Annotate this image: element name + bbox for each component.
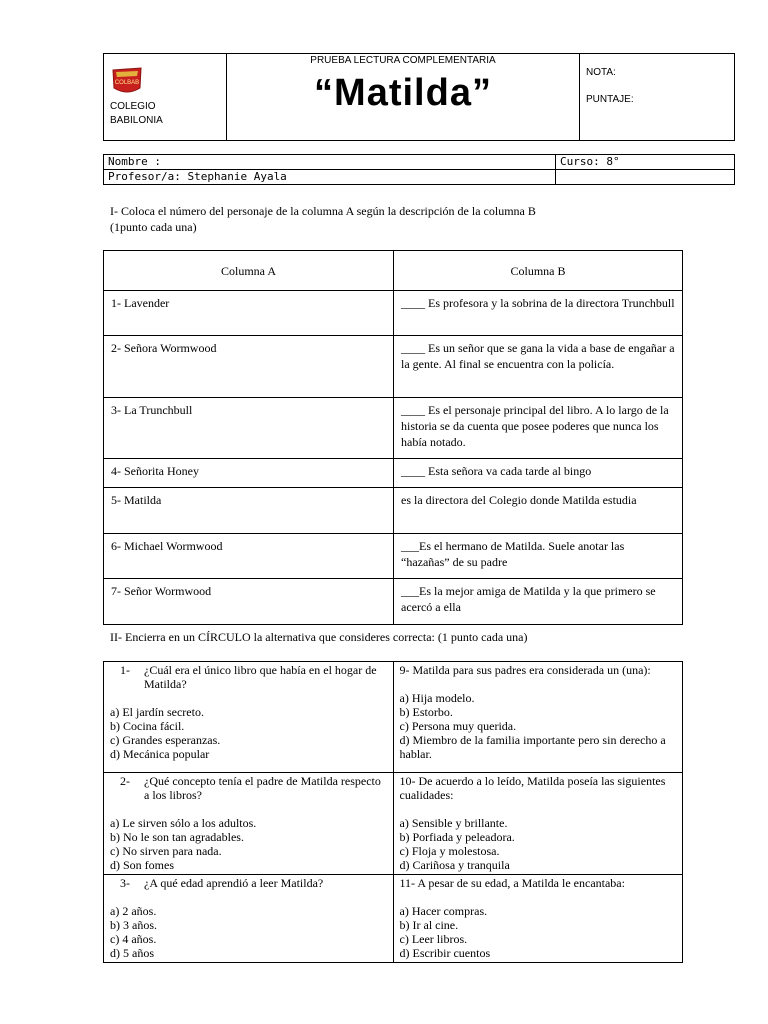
option-item[interactable]: b) Estorbo. — [399, 705, 453, 719]
option-item[interactable]: b) Ir al cine. — [399, 918, 459, 932]
character-cell: 7- Señor Wormwood — [104, 579, 394, 625]
course-label: Curso: 8° — [560, 155, 620, 168]
multiple-choice-table — [103, 661, 683, 963]
question-text — [110, 876, 387, 890]
test-label: PRUEBA LECTURA COMPLEMENTARIA — [310, 55, 496, 66]
option-item[interactable]: b) No le son tan agradables. — [110, 830, 244, 844]
option-item[interactable]: a) Sensible y brillante. — [399, 816, 508, 830]
option-item[interactable]: b) 3 años. — [110, 918, 157, 932]
description-cell[interactable]: ____ Es profesora y la sobrina de la directora Trunchbull — [394, 291, 683, 336]
question-text — [110, 774, 387, 802]
option-item[interactable]: a) Le sirven sólo a los adultos. — [110, 816, 257, 830]
description-cell[interactable]: ___Es el hermano de Matilda. Suele anotar las “hazañas” de su padre — [394, 534, 683, 579]
option-item[interactable]: d) Miembro de la familia importante pero sin derecho a hablar. — [399, 733, 666, 761]
question-body: ¿Cuál era el único libro que había en el hogar de Matilda? — [144, 663, 377, 691]
section2-instructions: II- Encierra en un CÍRCULO la alternativa que consideres correcta: (1 punto cada una) — [110, 630, 528, 644]
option-item[interactable]: a) Hija modelo. — [399, 691, 475, 705]
question-text: 11- A pesar de su edad, a Matilda le encantaba: — [399, 876, 625, 890]
student-info-table — [103, 154, 735, 185]
matching-table — [103, 250, 683, 625]
teacher-field — [104, 170, 556, 185]
character-cell: 6- Michael Wormwood — [104, 534, 394, 579]
option-item[interactable]: c) No sirven para nada. — [110, 844, 222, 858]
question-text: 10- De acuerdo a lo leído, Matilda poseía las siguientes cualidades: — [399, 774, 666, 802]
school-logo — [110, 66, 144, 96]
option-item[interactable]: c) Leer libros. — [399, 932, 468, 946]
title-cell — [227, 54, 580, 141]
option-item[interactable]: a) El jardín secreto. — [110, 705, 204, 719]
question-number: 2- — [120, 774, 130, 788]
school-name-line2: BABILONIA — [110, 115, 163, 126]
question-cell — [104, 773, 394, 875]
empty-field — [556, 170, 735, 185]
option-item[interactable]: b) Porfiada y peleadora. — [399, 830, 515, 844]
section1-instruction-line1: I- Coloca el número del personaje de la columna A según la descripción de la columna B — [110, 204, 536, 218]
option-item[interactable]: c) 4 años. — [110, 932, 157, 946]
character-cell: 2- Señora Wormwood — [104, 336, 394, 398]
question-body: ¿A qué edad aprendió a leer Matilda? — [144, 876, 324, 890]
option-item[interactable]: c) Floja y molestosa. — [399, 844, 500, 858]
options-list — [400, 904, 677, 960]
option-item[interactable]: d) Cariñosa y tranquila — [399, 858, 510, 872]
question-number: 3- — [120, 876, 130, 890]
question-text: 9- Matilda para sus padres era considerada un (una): — [399, 663, 651, 677]
question-text — [110, 663, 387, 691]
logo-text: COLBAB — [114, 80, 140, 86]
options-list — [110, 904, 387, 960]
description-cell[interactable]: ___Es la mejor amiga de Matilda y la que primero se acercó a ella — [394, 579, 683, 625]
question-cell — [393, 662, 683, 773]
character-cell: 4- Señorita Honey — [104, 459, 394, 488]
section1-instruction-line2: (1punto cada una) — [110, 220, 197, 234]
teacher-label: Profesor/a: Stephanie Ayala — [108, 170, 287, 183]
option-item[interactable]: d) 5 años — [110, 946, 154, 960]
option-item[interactable]: c) Persona muy querida. — [399, 719, 517, 733]
course-field — [556, 155, 735, 170]
option-item[interactable]: c) Grandes esperanzas. — [110, 733, 221, 747]
options-list — [400, 816, 677, 872]
question-cell — [393, 773, 683, 875]
page-title: “Matilda” — [314, 72, 492, 114]
option-item[interactable]: d) Escribir cuentos — [399, 946, 491, 960]
school-name-line1: COLEGIO — [110, 101, 156, 112]
question-cell — [393, 875, 683, 963]
puntaje-label: PUNTAJE: — [586, 94, 634, 105]
school-name — [110, 100, 163, 128]
header-table — [103, 53, 735, 141]
character-cell: 5- Matilda — [104, 488, 394, 534]
option-item[interactable]: b) Cocina fácil. — [110, 719, 185, 733]
options-list — [400, 691, 677, 761]
column-b-header: Columna B — [394, 251, 683, 291]
description-cell[interactable]: ____ Es el personaje principal del libro. A lo largo de la historia se da cuenta que posee poderes que nunca los había notado. — [394, 398, 683, 459]
section1-instructions — [110, 203, 536, 235]
option-item[interactable]: d) Son fomes — [110, 858, 174, 872]
description-cell[interactable]: es la directora del Colegio donde Matilda estudia — [394, 488, 683, 534]
question-cell — [104, 662, 394, 773]
options-list — [110, 705, 387, 761]
option-item[interactable]: d) Mecánica popular — [110, 747, 210, 761]
character-cell: 3- La Trunchbull — [104, 398, 394, 459]
character-cell: 1- Lavender — [104, 291, 394, 336]
description-cell[interactable]: ____ Es un señor que se gana la vida a base de engañar a la gente. Al final se encuentra con la policía. — [394, 336, 683, 398]
question-cell — [104, 875, 394, 963]
question-body: ¿Qué concepto tenía el padre de Matilda respecto a los libros? — [144, 774, 381, 802]
option-item[interactable]: a) Hacer compras. — [399, 904, 488, 918]
name-label: Nombre : — [108, 155, 161, 168]
name-field[interactable] — [104, 155, 556, 170]
option-item[interactable]: a) 2 años. — [110, 904, 157, 918]
logo-cell — [104, 54, 227, 141]
column-a-header: Columna A — [104, 251, 394, 291]
question-number: 1- — [120, 663, 130, 677]
description-cell[interactable]: ____ Esta señora va cada tarde al bingo — [394, 459, 683, 488]
options-list — [110, 816, 387, 872]
grade-cell — [580, 54, 735, 141]
nota-label: NOTA: — [586, 67, 616, 78]
